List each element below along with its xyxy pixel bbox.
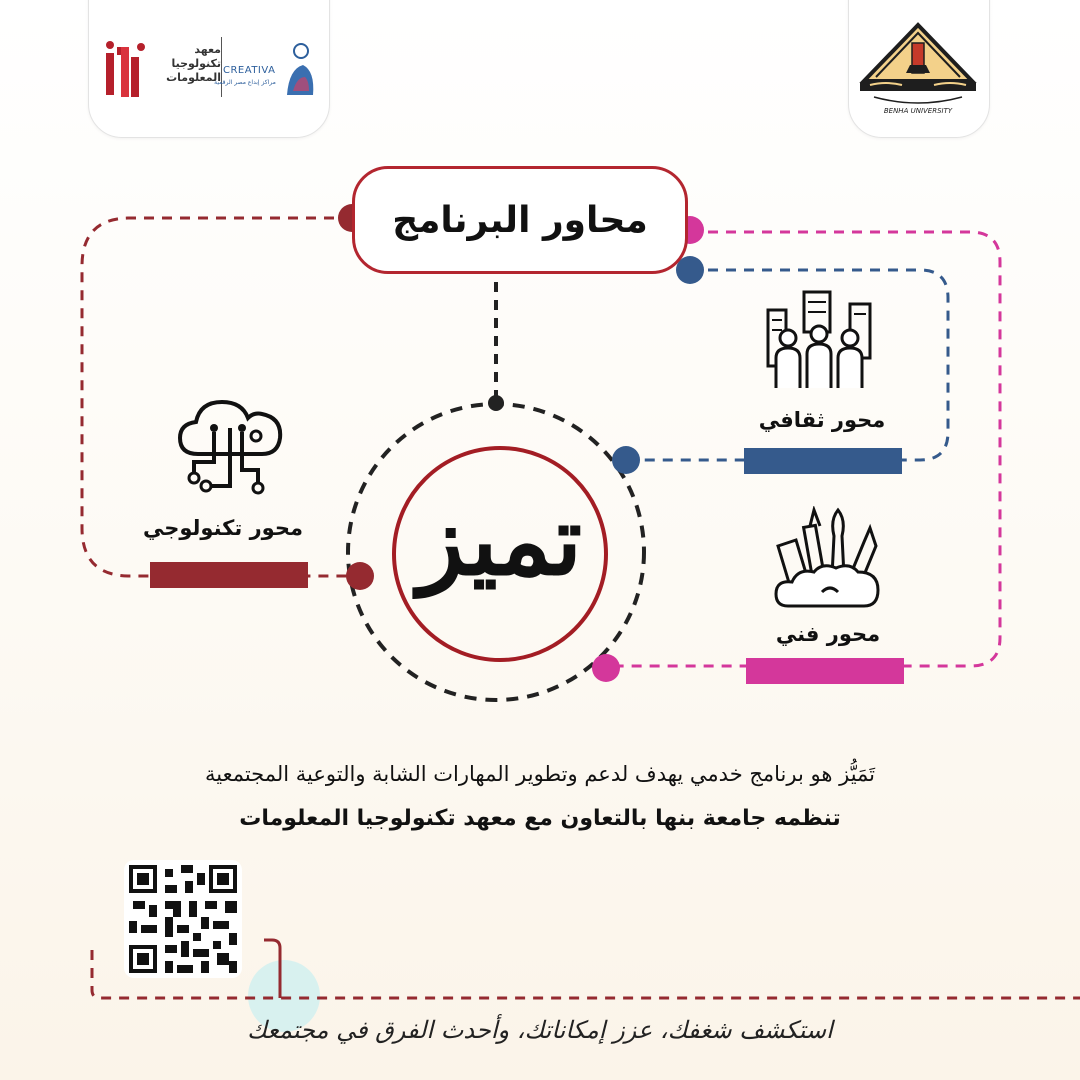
university-logo-text: BENHA UNIVERSITY	[883, 107, 953, 115]
description-line-2: تنظمه جامعة بنها بالتعاون مع معهد تكنولوجيا المعلومات	[239, 806, 841, 831]
program-title: محاور البرنامج	[392, 199, 648, 241]
cloud-circuit-icon	[170, 392, 290, 502]
center-logo-text: تميز	[417, 484, 583, 597]
qr-code[interactable]	[124, 860, 242, 978]
art-bottom-dot	[592, 654, 620, 682]
center-top-dot	[488, 395, 504, 411]
description-line-1: تَمَيُّز هو برنامج خدمي يهدف لدعم وتطوير المهارات الشابة والتوعية المجتمعية	[204, 762, 876, 786]
cultural-pillar-label: محور ثقافي	[758, 408, 886, 432]
creativa-tagline: مراكز إبداع مصر الرقمية	[214, 79, 276, 86]
qr-code-icon	[129, 865, 237, 973]
slogan: استكشف شغفك، عزز إمكاناتك، وأحدث الفرق في مجتمعك	[247, 1016, 833, 1044]
iti-logo-text: معهد تكنولوجيا المعلومات	[166, 43, 221, 84]
technology-pillar-bar	[150, 562, 308, 588]
art-pillar-label: محور فني	[775, 622, 881, 646]
program-title-box	[352, 166, 688, 274]
technology-pillar-label: محور تكنولوجي	[143, 516, 303, 540]
cultural-bottom-dot	[612, 446, 640, 474]
people-city-icon	[764, 288, 874, 392]
cultural-pillar-bar	[744, 448, 902, 474]
technology-bottom-dot	[346, 562, 374, 590]
art-supplies-icon	[774, 506, 884, 612]
art-pillar-bar	[746, 658, 904, 684]
creativa-brand: CREATIVA	[223, 65, 276, 76]
